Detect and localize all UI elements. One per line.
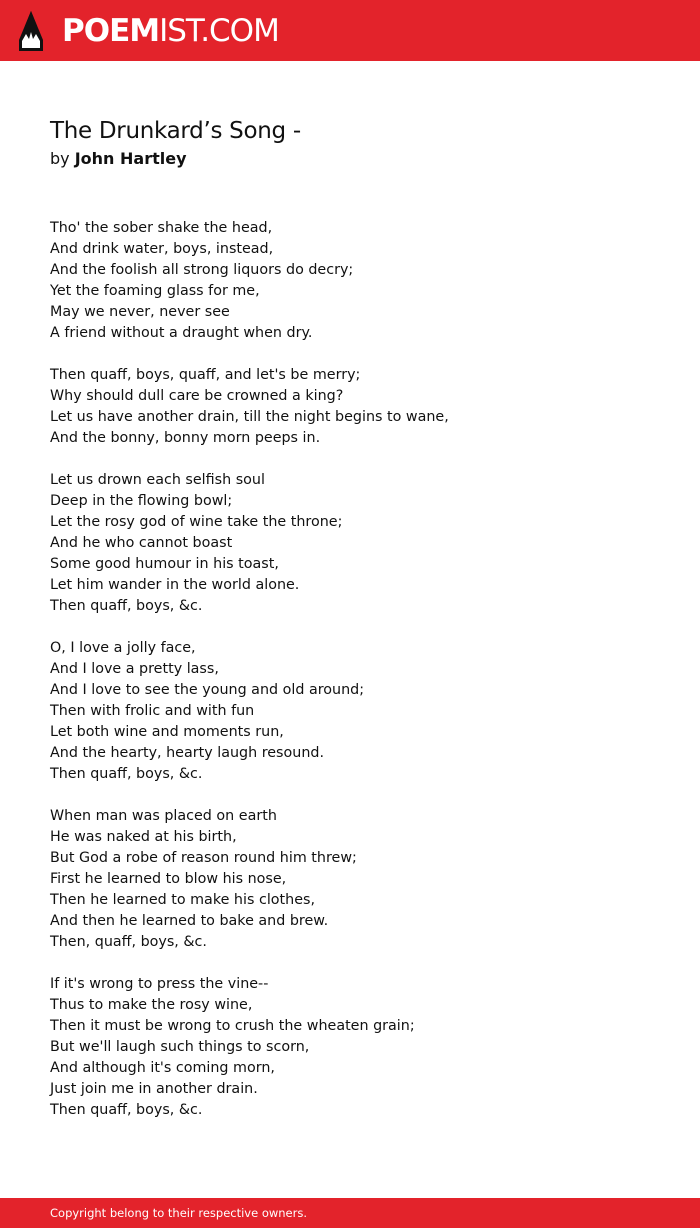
poem-line: And the foolish all strong liquors do decry; — [50, 262, 354, 278]
poem-line: A friend without a draught when dry. — [50, 325, 313, 341]
stanza-gap — [50, 785, 670, 806]
poem-line: Thus to make the rosy wine, — [50, 997, 253, 1013]
poem-body — [50, 218, 670, 1121]
poem-line: But God a robe of reason round him threw; — [50, 850, 357, 866]
poem-line: Some good humour in his toast, — [50, 556, 279, 572]
poem-line: If it's wrong to press the vine-- — [50, 976, 269, 992]
by-label: by — [50, 149, 70, 168]
poem-line: Yet the foaming glass for me, — [50, 283, 260, 299]
brand-bold: POEM — [62, 13, 160, 49]
stanza-gap — [50, 953, 670, 974]
poem-line: First he learned to blow his nose, — [50, 871, 287, 887]
author-name[interactable]: John Hartley — [74, 149, 187, 168]
poem-line: Then it must be wrong to crush the wheaten grain; — [50, 1018, 415, 1034]
stanza-gap — [50, 344, 670, 365]
stanza-gap — [50, 449, 670, 470]
poem-line: Just join me in another drain. — [50, 1081, 258, 1097]
poem-line: May we never, never see — [50, 304, 230, 320]
poem-line: Then quaff, boys, quaff, and let's be merry; — [50, 367, 361, 383]
poem-line: Let us have another drain, till the night begins to wane, — [50, 409, 449, 425]
poem-line: And then he learned to bake and brew. — [50, 913, 329, 929]
stanza-gap — [50, 617, 670, 638]
poem-line: Deep in the flowing bowl; — [50, 493, 233, 509]
poem-line: Why should dull care be crowned a king? — [50, 388, 344, 404]
site-logo-text[interactable] — [62, 11, 279, 51]
poem-line: Then he learned to make his clothes, — [50, 892, 315, 908]
copyright-text: Copyright belong to their respective owners. — [50, 1206, 308, 1220]
poem-line: Let the rosy god of wine take the throne; — [50, 514, 343, 530]
poem-line: Tho' the sober shake the head, — [50, 220, 273, 236]
site-footer — [0, 1198, 700, 1228]
poem-line: And I love to see the young and old around; — [50, 682, 365, 698]
poem-line: And I love a pretty lass, — [50, 661, 219, 677]
poem-line: And he who cannot boast — [50, 535, 233, 551]
byline — [50, 148, 187, 170]
poem-line: When man was placed on earth — [50, 808, 277, 824]
poem-line: O, I love a jolly face, — [50, 640, 196, 656]
poem-line: Then with frolic and with fun — [50, 703, 255, 719]
poem-line: Then quaff, boys, &c. — [50, 766, 203, 782]
poem-line: Then, quaff, boys, &c. — [50, 934, 207, 950]
poem-line: And although it's coming morn, — [50, 1060, 275, 1076]
poem-line: Let us drown each selfish soul — [50, 472, 265, 488]
poem-line: And drink water, boys, instead, — [50, 241, 274, 257]
brand-light: IST.COM — [159, 13, 279, 49]
pencil-icon[interactable] — [18, 10, 44, 52]
poem-line: Let both wine and moments run, — [50, 724, 284, 740]
poem-line: And the hearty, hearty laugh resound. — [50, 745, 325, 761]
poem-line: And the bonny, bonny morn peeps in. — [50, 430, 321, 446]
poem-line: Let him wander in the world alone. — [50, 577, 300, 593]
poem-line: But we'll laugh such things to scorn, — [50, 1039, 310, 1055]
poem-line: He was naked at his birth, — [50, 829, 237, 845]
poem-title: The Drunkard’s Song - — [50, 118, 301, 144]
poem-line: Then quaff, boys, &c. — [50, 1102, 203, 1118]
poem-line: Then quaff, boys, &c. — [50, 598, 203, 614]
site-header — [0, 0, 700, 61]
